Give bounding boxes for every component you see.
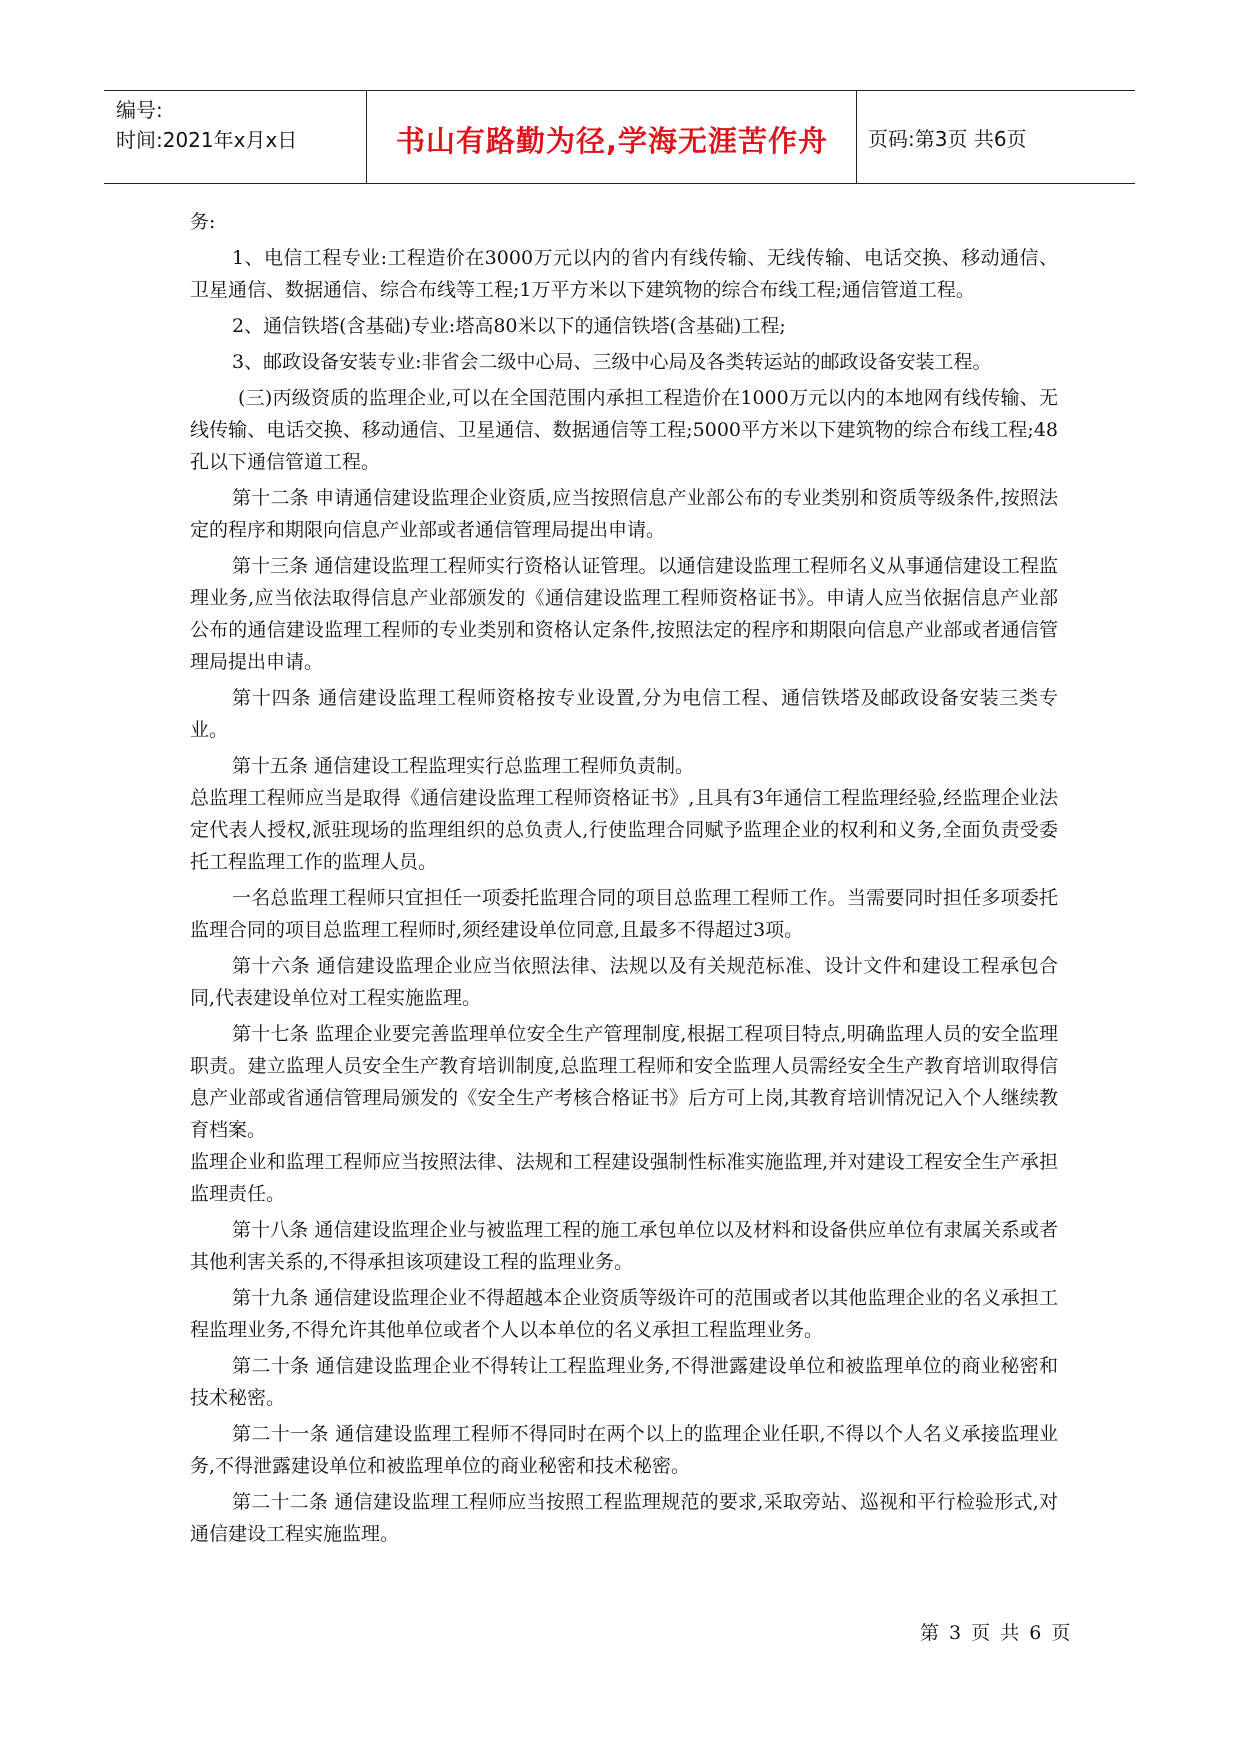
article-paragraph: 第十八条 通信建设监理企业与被监理工程的施工承包单位以及材料和设备供应单位有隶属关系或者其他利害关系的,不得承担该项建设工程的监理业务。 bbox=[190, 1219, 1058, 1273]
body-paragraph: 总监理工程师应当是取得《通信建设监理工程师资格证书》,且具有3年通信工程监理经验,经监理企业法定代表人授权,派驻现场的监理组织的总负责人,行使监理合同赋予监理企业的权利和义务,全面负责受委托工程监理工作的监理人员。 bbox=[190, 787, 1058, 873]
body-paragraph: (三)丙级资质的监理企业,可以在全国范围内承担工程造价在1000万元以内的本地网有线传输、无线传输、电话交换、移动通信、卫星通信、数据通信等工程;5000平方米以下建筑物的综合布线工程;48孔以下通信管道工程。 bbox=[190, 387, 1058, 473]
body-paragraph: 一名总监理工程师只宜担任一项委托监理合同的项目总监理工程师工作。当需要同时担任多项委托监理合同的项目总监理工程师时,须经建设单位同意,且最多不得超过3项。 bbox=[190, 887, 1058, 941]
article-paragraph: 第二十条 通信建设监理企业不得转让工程监理业务,不得泄露建设单位和被监理单位的商业秘密和技术秘密。 bbox=[190, 1355, 1058, 1409]
body-paragraph: 3、邮政设备安装专业:非省会二级中心局、三级中心局及各类转运站的邮政设备安装工程。 bbox=[232, 351, 992, 373]
page-header bbox=[104, 90, 1135, 184]
header-meta bbox=[116, 95, 356, 155]
article-paragraph: 第十七条 监理企业要完善监理单位安全生产管理制度,根据工程项目特点,明确监理人员的安全监理职责。建立监理人员安全生产教育培训制度,总监理工程师和安全监理人员需经安全生产教育培训取得信息产业部或省通信管理局颁发的《安全生产考核合格证书》后方可上岗,其教育培训情况记入个人继续教育档案。 bbox=[190, 1023, 1058, 1141]
article-paragraph: 第十二条 申请通信建设监理企业资质,应当按照信息产业部公布的专业类别和资质等级条件,按照法定的程序和期限向信息产业部或者通信管理局提出申请。 bbox=[190, 487, 1058, 541]
document-time-label: 时间:2021年x月x日 bbox=[116, 128, 298, 152]
page-footer: 第 3 页 共 6 页 bbox=[920, 1622, 1073, 1644]
body-paragraph: 监理企业和监理工程师应当按照法律、法规和工程建设强制性标准实施监理,并对建设工程安全生产承担监理责任。 bbox=[190, 1151, 1058, 1205]
article-paragraph: 第十三条 通信建设监理工程师实行资格认证管理。以通信建设监理工程师名义从事通信建设工程监理业务,应当依法取得信息产业部颁发的《通信建设监理工程师资格证书》。申请人应当依据信息产业部公布的通信建设监理工程师的专业类别和资格认定条件,按照法定的程序和期限向信息产业部或者通信管理局提出申请。 bbox=[190, 555, 1058, 673]
article-paragraph: 第十四条 通信建设监理工程师资格按专业设置,分为电信工程、通信铁塔及邮政设备安装三类专业。 bbox=[190, 687, 1058, 741]
header-motto: 书山有路勤为径,学海无涯苦作舟 bbox=[395, 124, 829, 158]
article-paragraph: 第十六条 通信建设监理企业应当依照法律、法规以及有关规范标准、设计文件和建设工程承包合同,代表建设单位对工程实施监理。 bbox=[190, 955, 1058, 1009]
header-divider bbox=[856, 91, 857, 183]
header-divider bbox=[366, 91, 367, 183]
body-paragraph: 2、通信铁塔(含基础)专业:塔高80米以下的通信铁塔(含基础)工程; bbox=[232, 315, 786, 337]
article-paragraph: 第二十一条 通信建设监理工程师不得同时在两个以上的监理企业任职,不得以个人名义承接监理业务,不得泄露建设单位和被监理单位的商业秘密和技术秘密。 bbox=[190, 1423, 1058, 1477]
header-page-number: 页码:第3页 共6页 bbox=[868, 127, 1027, 151]
article-paragraph: 第二十二条 通信建设监理工程师应当按照工程监理规范的要求,采取旁站、巡视和平行检验形式,对通信建设工程实施监理。 bbox=[190, 1491, 1058, 1545]
body-paragraph: 务: bbox=[190, 211, 216, 233]
article-paragraph: 第十五条 通信建设工程监理实行总监理工程师负责制。 bbox=[232, 755, 695, 777]
document-number-label: 编号: bbox=[116, 98, 163, 122]
article-paragraph: 第十九条 通信建设监理企业不得超越本企业资质等级许可的范围或者以其他监理企业的名义承担工程监理业务,不得允许其他单位或者个人以本单位的名义承担工程监理业务。 bbox=[190, 1287, 1058, 1341]
document-body bbox=[190, 206, 1058, 1550]
body-paragraph: 1、电信工程专业:工程造价在3000万元以内的省内有线传输、无线传输、电话交换、移动通信、卫星通信、数据通信、综合布线等工程;1万平方米以下建筑物的综合布线工程;通信管道工程。 bbox=[190, 247, 1058, 301]
